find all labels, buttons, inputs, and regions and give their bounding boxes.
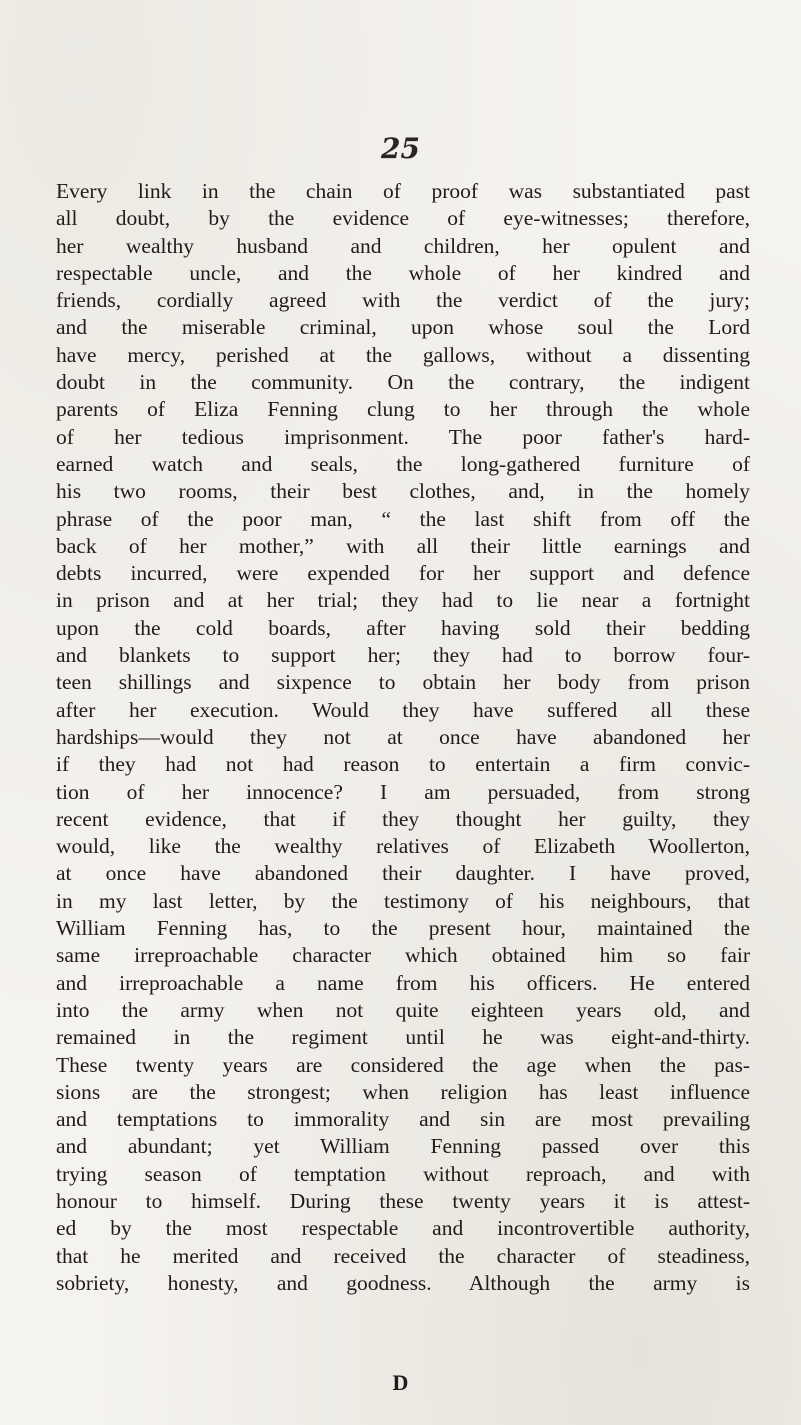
text-line: his two rooms, their best clothes, and, in the homely bbox=[56, 479, 750, 504]
text-line: and blankets to support her; they had to borrow four- bbox=[56, 643, 750, 668]
text-line: if they had not had reason to entertain a firm convic- bbox=[56, 752, 750, 777]
text-line: recent evidence, that if they thought her guilty, they bbox=[56, 806, 750, 831]
text-line: would, like the wealthy relatives of Elizabeth Woollerton, bbox=[56, 834, 750, 859]
text-line: her wealthy husband and children, her opulent and bbox=[56, 233, 750, 258]
text-line: and irreproachable a name from his officers. He entered bbox=[56, 970, 750, 995]
text-line: doubt in the community. On the contrary, the indigent bbox=[56, 370, 750, 395]
text-line: sions are the strongest; when religion has least influence bbox=[56, 1079, 750, 1104]
text-line: all doubt, by the evidence of eye-witnesses; therefore, bbox=[56, 206, 750, 231]
text-line: William Fenning has, to the present hour, maintained the bbox=[56, 916, 750, 941]
text-line: back of her mother,” with all their little earnings and bbox=[56, 533, 750, 558]
text-line: and abundant; yet William Fenning passed over this bbox=[56, 1134, 750, 1159]
text-line: phrase of the poor man, “ the last shift from off the bbox=[56, 506, 750, 531]
text-line: debts incurred, were expended for her support and defence bbox=[56, 561, 750, 586]
text-line: These twenty years are considered the age when the pas- bbox=[56, 1052, 750, 1077]
text-line: respectable uncle, and the whole of her kindred and bbox=[56, 260, 750, 285]
text-line: in prison and at her trial; they had to lie near a fortnight bbox=[56, 588, 750, 613]
text-line: parents of Eliza Fenning clung to her through the whole bbox=[56, 397, 750, 422]
text-line: earned watch and seals, the long-gathered furniture of bbox=[56, 451, 750, 476]
text-line: that he merited and received the character of steadiness, bbox=[56, 1243, 750, 1268]
text-line: sobriety, honesty, and goodness. Although the army is bbox=[56, 1270, 750, 1295]
text-line: upon the cold boards, after having sold their bedding bbox=[56, 615, 750, 640]
text-line: Every link in the chain of proof was substantiated past bbox=[56, 179, 750, 203]
text-line: have mercy, perished at the gallows, without a dissenting bbox=[56, 342, 750, 367]
text-line: ed by the most respectable and incontrovertible authority, bbox=[56, 1216, 750, 1241]
text-line: of her tedious imprisonment. The poor father's hard- bbox=[56, 424, 750, 449]
text-line: hardships—would they not at once have abandoned her bbox=[56, 724, 750, 749]
text-line: and temptations to immorality and sin are most prevailing bbox=[56, 1107, 750, 1132]
text-line: into the army when not quite eighteen years old, and bbox=[56, 997, 750, 1022]
page-number: 25 bbox=[381, 132, 420, 165]
text-line: after her execution. Would they have suffered all these bbox=[56, 697, 750, 722]
text-line: honour to himself. During these twenty years it is attest- bbox=[56, 1188, 750, 1213]
text-line: tion of her innocence? I am persuaded, from strong bbox=[56, 779, 750, 804]
text-line: trying season of temptation without reproach, and with bbox=[56, 1161, 750, 1186]
text-line: and the miserable criminal, upon whose soul the Lord bbox=[56, 315, 750, 340]
text-line: in my last letter, by the testimony of his neighbours, that bbox=[56, 888, 750, 913]
signature-mark: D bbox=[392, 1370, 409, 1395]
text-line: same irreproachable character which obtained him so fair bbox=[56, 943, 750, 968]
text-line: friends, cordially agreed with the verdict of the jury; bbox=[56, 288, 750, 313]
body-text bbox=[56, 178, 750, 1297]
text-line: remained in the regiment until he was eight-and-thirty. bbox=[56, 1025, 750, 1050]
text-line: teen shillings and sixpence to obtain her body from prison bbox=[56, 670, 750, 695]
text-line: at once have abandoned their daughter. I have proved, bbox=[56, 861, 750, 886]
